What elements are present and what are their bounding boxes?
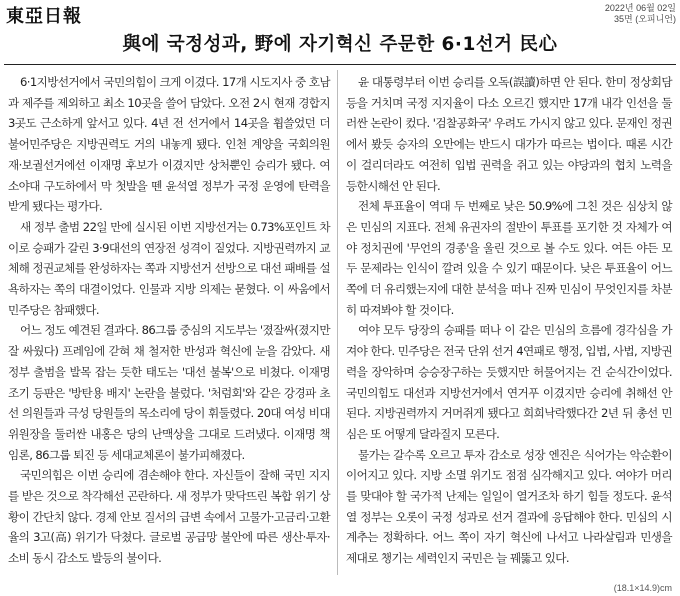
- clipping-size: (18.1×14.9)cm: [613, 583, 672, 593]
- paragraph: 국민의힘은 이번 승리에 겸손해야 한다. 자신들이 잘해 국민 지지를 받은 것으로 착각해선 곤란하다. 새 정부가 맞닥뜨린 복합 위기 상황이 간단치 않다. 경제 안보 질서의 급변 속에서 고물가·고금리·고환율의 3고(高) 위기가 닥쳤다. 글로벌 공급망 불안에 따른 생산·투자·소비 동시 감소도 발등의 불이다.: [8, 468, 330, 566]
- paragraph: 6·1지방선거에서 국민의힘이 크게 이겼다. 17개 시도지사 중 호남과 제주를 제외하고 최소 10곳을 쓸어 담았다. 오전 2시 현재 경합지 3곳도 근소하게 앞서고 있다. 4년 전 선거에서 14곳을 휩쓸었던 더불어민주당은 지방권력도 거의 내놓게 됐다. 인천 계양을 국회의원 재·보궐선거에선 이재명 후보가 이겼지만 상처뿐인 승리가 됐다. 여소야대 구도하에서 막 첫발을 뗀 윤석열 정부가 국정 운영에 탄력을 받게 됐다는 평가다.: [8, 75, 330, 214]
- article-column-right: [346, 72, 672, 569]
- column-divider: [337, 70, 338, 575]
- publication-date: 2022년 06월 02일: [604, 3, 676, 13]
- page-section: 35면 (오피니언): [614, 14, 676, 24]
- paragraph: 전체 투표율이 역대 두 번째로 낮은 50.9%에 그친 것은 심상치 않은 민심의 지표다. 전체 유권자의 절반이 투표를 포기한 것 자체가 여야 정치권에 '무언의 경종'을 울린 것으로 볼 수도 있다. 여든 야든 모두 문제라는 인식이 깔려 있을 수 있기 때문이다. 낮은 투표율이 어느 쪽에 더 유리했는지에 대한 분석을 떠나 진짜 민심이 무엇인지를 차분히 따져봐야 할 것이다.: [346, 199, 672, 317]
- headline-rule: [4, 64, 676, 65]
- paragraph: 새 정부 출범 22일 만에 실시된 이번 지방선거는 0.73%포인트 차이로 승패가 갈린 3·9대선의 연장전 성격이 짙었다. 지방권력까지 교체해 정권교체를 완성하자는 쪽과 지방선거 선방으로 대선 패배를 설욕하자는 쪽의 대결이었다. 인물과 지방 의제는 묻혔다. 이 싸움에서 민주당은 참패했다.: [8, 219, 330, 317]
- paragraph: 여야 모두 당장의 승패를 떠나 이 같은 민심의 흐름에 경각심을 가져야 한다. 민주당은 전국 단위 선거 4연패로 행정, 입법, 사법, 지방권력을 장악하며 승승장구하는 듯했지만 허물어지는 건 순식간이었다. 국민의힘도 대선과 지방선거에서 연거푸 이겼지만 승리에 취해선 안 된다. 지방권력까지 거머쥐게 됐다고 희희낙락했다간 2년 뒤 총선 민심은 또 어떻게 달라질지 모른다.: [346, 323, 672, 441]
- newspaper-logo: 東亞日報: [6, 6, 82, 27]
- article-column-left: [8, 72, 330, 569]
- paragraph: 어느 정도 예견된 결과다. 86그룹 중심의 지도부는 '졌잘싸(졌지만 잘 싸웠다) 프레임에 갇혀 채 철저한 반성과 혁신에 눈을 감았다. 새 정부 출범을 발목 잡는 듯한 태도는 '대선 불복'으로 비쳤다. 이재명 조기 등판은 '방탄용 배지' 논란을 불렀다. '처럼회'와 같은 강경파 초선 의원들과 극성 당원들의 목소리에 당이 휘둘렸다. 20대 여성 비대위원장을 둘러싼 내홍은 당의 난맥상을 그대로 드러냈다. 이재명 책임론, 86그룹 퇴진 등 세대교체론이 불가피해졌다.: [8, 323, 330, 462]
- paragraph: 물가는 갈수록 오르고 투자 감소로 성장 엔진은 식어가는 악순환이 이어지고 있다. 지방 소멸 위기도 점점 심각해지고 있다. 여야가 머리를 맞대야 할 국가적 난제는 일일이 열거조차 하기 힘들 정도다. 윤석열 정부는 오롯이 국정 성과로 선거 결과에 응답해야 한다. 민심의 시계추는 정확하다. 어느 쪽이 자기 혁신에 나서고 나라살림과 민생을 제대로 챙기는 세력인지 국민은 늘 꿰뚫고 있다.: [346, 447, 672, 566]
- publication-meta: [605, 3, 676, 25]
- masthead: [4, 2, 676, 26]
- paragraph: 윤 대통령부터 이번 승리를 오독(誤讀)하면 안 된다. 한미 정상회담 등을 거치며 국정 지지율이 다소 오르긴 했지만 17개 내각 인선을 둘러싼 논란이 컸다. '검찰공화국' 우려도 가시지 않고 있다. 문재인 정권에서 봤듯 승자의 오만에는 반드시 대가가 따르는 법이다. 때론 시간이 걸리더라도 여전히 입법 권력을 쥐고 있는 야당과의 협치 노력을 등한시해선 안 된다.: [346, 75, 672, 193]
- editorial-headline: 與에 국정성과, 野에 자기혁신 주문한 6·1선거 民心: [122, 34, 558, 55]
